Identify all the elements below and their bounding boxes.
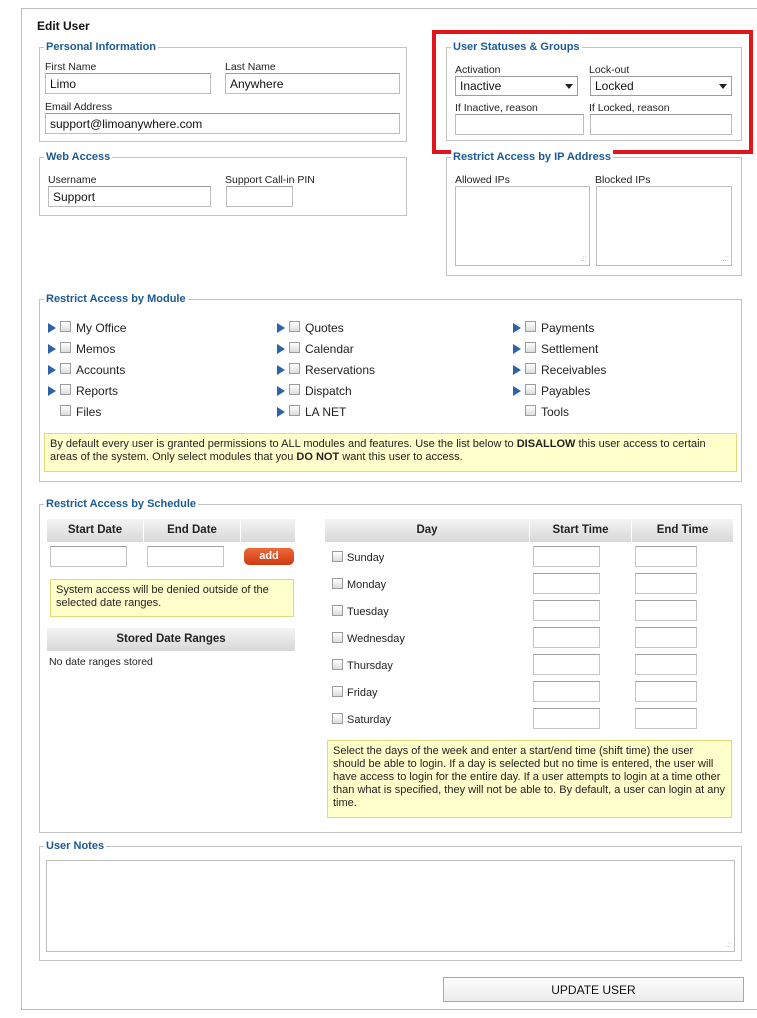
end-time-input[interactable] [635, 627, 697, 648]
module-label: Reservations [305, 363, 376, 377]
module-checkbox[interactable] [525, 363, 536, 374]
module-checkbox[interactable] [289, 405, 300, 416]
expand-arrow-icon[interactable] [48, 365, 56, 375]
module-label: Quotes [305, 321, 344, 335]
email-label: Email Address [45, 101, 113, 113]
day-label: Friday [347, 687, 378, 699]
date-actions-header [241, 519, 296, 542]
expand-arrow-icon[interactable] [513, 386, 521, 396]
expand-arrow-icon[interactable] [277, 386, 285, 396]
day-checkbox[interactable] [332, 686, 343, 697]
username-field[interactable]: Support [48, 186, 211, 207]
start-time-input[interactable] [533, 627, 600, 648]
module-checkbox[interactable] [60, 384, 71, 395]
last-name-label: Last Name [225, 61, 276, 73]
end-time-input[interactable] [635, 681, 697, 702]
time-restriction-note: Select the days of the week and enter a start/end time (shift time) the user should be able to login. If a day is selected but no time is entered, the user will have access to login for the entire day. If a user attempts to login at a time other than what is specified, they will not be able to. By default, a user can login at any time. [327, 740, 732, 818]
module-checkbox[interactable] [525, 405, 536, 416]
expand-arrow-icon[interactable] [277, 407, 285, 417]
module-label: LA NET [305, 405, 347, 419]
module-checkbox[interactable] [525, 321, 536, 332]
no-date-ranges-text: No date ranges stored [49, 656, 153, 668]
end-time-header: End Time [632, 519, 734, 542]
end-time-input[interactable] [635, 654, 697, 675]
end-time-input[interactable] [635, 600, 697, 621]
note-text: By default every user is granted permissions to ALL modules and features. Use the list below to [50, 438, 517, 450]
expand-arrow-icon[interactable] [48, 323, 56, 333]
day-label: Monday [347, 579, 387, 591]
page-title: Edit User [37, 19, 90, 33]
start-time-input[interactable] [533, 546, 600, 567]
expand-arrow-icon[interactable] [277, 344, 285, 354]
user-notes-legend: User Notes [46, 840, 105, 852]
start-time-header: Start Time [530, 519, 632, 542]
day-label: Sunday [347, 552, 385, 564]
first-name-label: First Name [45, 61, 97, 73]
module-label: Accounts [76, 363, 126, 377]
start-date-header: Start Date [47, 519, 144, 542]
first-name-field[interactable]: Limo [45, 73, 211, 94]
day-checkbox[interactable] [332, 659, 343, 670]
blocked-ips-label: Blocked IPs [595, 174, 651, 186]
personal-information-legend: Personal Information [46, 41, 157, 53]
expand-arrow-icon[interactable] [48, 386, 56, 396]
activation-label: Activation [455, 64, 501, 76]
support-pin-field[interactable] [226, 186, 293, 207]
stored-date-ranges-header: Stored Date Ranges [47, 628, 296, 651]
module-label: Payments [541, 321, 595, 335]
ip-restriction-legend: Restrict Access by IP Address [453, 151, 611, 163]
day-checkbox[interactable] [332, 632, 343, 643]
day-checkbox[interactable] [332, 713, 343, 724]
expand-arrow-icon[interactable] [513, 323, 521, 333]
expand-arrow-icon[interactable] [277, 365, 285, 375]
module-checkbox[interactable] [289, 384, 300, 395]
end-date-input[interactable] [147, 546, 224, 567]
module-checkbox[interactable] [289, 342, 300, 353]
expand-arrow-icon[interactable] [277, 323, 285, 333]
module-label: Calendar [305, 342, 354, 356]
user-notes-textarea[interactable] [46, 860, 735, 952]
module-checkbox[interactable] [525, 384, 536, 395]
module-checkbox[interactable] [60, 363, 71, 374]
date-range-note: System access will be denied outside of the selected date ranges. [50, 579, 294, 617]
lockout-label: Lock-out [589, 64, 630, 76]
end-time-input[interactable] [635, 546, 697, 567]
module-label: Dispatch [305, 384, 352, 398]
note-text: this user access to certain areas of the system. Only select modules that you [50, 438, 706, 463]
user-statuses-legend: User Statuses & Groups [453, 41, 580, 53]
note-emphasis: DO NOT [296, 451, 340, 463]
day-checkbox[interactable] [332, 578, 343, 589]
end-date-header: End Date [144, 519, 241, 542]
day-label: Wednesday [347, 633, 405, 645]
module-checkbox[interactable] [289, 321, 300, 332]
module-checkbox[interactable] [60, 342, 71, 353]
blocked-ips-textarea[interactable] [596, 186, 732, 266]
email-field[interactable]: support@limoanywhere.com [45, 113, 400, 134]
start-time-input[interactable] [533, 681, 600, 702]
module-label: Memos [76, 342, 116, 356]
module-checkbox[interactable] [289, 363, 300, 374]
start-time-input[interactable] [533, 708, 600, 729]
lockout-value: Locked [595, 79, 634, 93]
start-time-input[interactable] [533, 654, 600, 675]
start-time-input[interactable] [533, 600, 600, 621]
module-restriction-legend: Restrict Access by Module [46, 293, 186, 305]
activation-value: Inactive [460, 79, 502, 93]
expand-arrow-icon[interactable] [48, 344, 56, 354]
module-label: Files [76, 405, 102, 419]
username-label: Username [48, 174, 97, 186]
allowed-ips-label: Allowed IPs [455, 174, 510, 186]
module-label: Payables [541, 384, 591, 398]
expand-arrow-icon[interactable] [513, 365, 521, 375]
module-label: Settlement [541, 342, 599, 356]
allowed-ips-textarea[interactable] [455, 186, 590, 266]
support-pin-label: Support Call-in PIN [225, 174, 315, 186]
module-label: Reports [76, 384, 119, 398]
web-access-legend: Web Access [46, 151, 111, 163]
end-time-input[interactable] [635, 708, 697, 729]
start-date-input[interactable] [50, 546, 127, 567]
highlight-annotation-box [432, 30, 753, 154]
day-checkbox[interactable] [332, 551, 343, 562]
day-label: Tuesday [347, 606, 389, 618]
inactive-reason-label: If Inactive, reason [455, 102, 538, 114]
start-time-input[interactable] [533, 573, 600, 594]
resize-grip-icon[interactable]: .:: [725, 940, 732, 949]
end-time-input[interactable] [635, 573, 697, 594]
module-checkbox[interactable] [60, 405, 71, 416]
day-header: Day [325, 519, 530, 542]
module-disallow-note [44, 433, 737, 472]
module-label: Tools [541, 405, 570, 419]
add-date-range-button[interactable]: add [244, 548, 294, 565]
last-name-field[interactable]: Anywhere [225, 73, 400, 94]
expand-arrow-icon[interactable] [513, 344, 521, 354]
day-checkbox[interactable] [332, 605, 343, 616]
resize-grip-icon[interactable]: .:: [580, 254, 587, 263]
day-label: Thursday [347, 660, 393, 672]
schedule-restriction-legend: Restrict Access by Schedule [46, 498, 196, 510]
module-checkbox[interactable] [60, 321, 71, 332]
module-label: My Office [76, 321, 127, 335]
day-label: Saturday [347, 714, 392, 726]
update-user-button[interactable]: UPDATE USER [443, 977, 744, 1002]
note-text: want this user to access. [339, 451, 463, 463]
module-checkbox[interactable] [525, 342, 536, 353]
locked-reason-label: If Locked, reason [589, 102, 670, 114]
note-emphasis: DISALLOW [516, 438, 576, 450]
module-label: Receivables [541, 363, 607, 377]
resize-grip-icon[interactable]: .:: [722, 254, 729, 263]
